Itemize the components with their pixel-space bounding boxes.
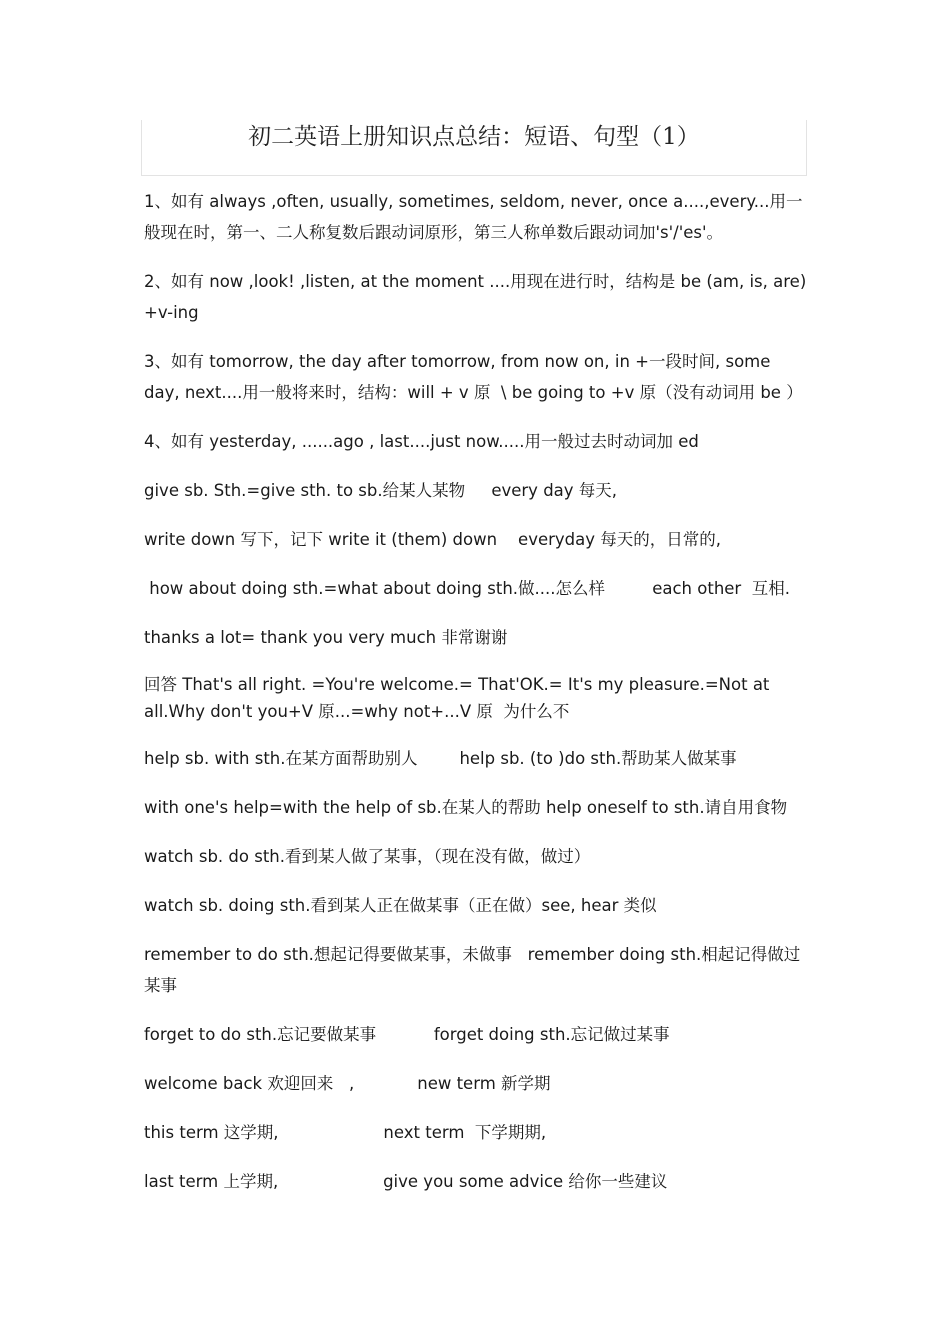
paragraph-10: help sb. with sth.在某方面帮助别人 help sb. (to )do sth.帮助某人做某事 <box>144 749 737 768</box>
paragraph-15: forget to do sth.忘记要做某事 forget doing sth.忘记做过某事 <box>144 1025 670 1044</box>
paragraph-1: 1、如有 always ,often, usually, sometimes, seldom, never, once a....,every...用一般现在时，第一、二人称复数后跟动词原形，第三人称单数后跟动词加's'/'es'。 <box>144 192 803 242</box>
page-title: 初二英语上册知识点总结：短语、句型（1） <box>248 124 700 150</box>
document-body <box>144 186 810 1215</box>
paragraph-5: give sb. Sth.=give sth. to sb.给某人某物 every day 每天, <box>144 481 618 500</box>
paragraph-2: 2、如有 now ,look! ,listen, at the moment ....用现在进行时，结构是 be (am, is, are) +v-ing <box>144 272 812 322</box>
paragraph-6: write down 写下，记下 write it (them) down everyday 每天的，日常的, <box>144 530 721 549</box>
paragraph-16: welcome back 欢迎回来 , new term 新学期 <box>144 1074 551 1093</box>
paragraph-3: 3、如有 tomorrow, the day after tomorrow, from now on, in +一段时间, some day, next....用一般将来时，结构：will + v 原 \ be going to +v 原（没有动词用 be ） <box>144 352 803 402</box>
paragraph-8: thanks a lot= thank you very much 非常谢谢 <box>144 628 508 647</box>
title-box <box>141 120 807 176</box>
paragraph-9: 回答 That's all right. =You're welcome.= That'OK.= It's my pleasure.=Not at all.Why don't you+V 原...=why not+...V 原 为什么不 <box>144 675 775 721</box>
paragraph-18: last term 上学期, give you some advice 给你一些建议 <box>144 1172 668 1191</box>
paragraph-11: with one's help=with the help of sb.在某人的帮助 help oneself to sth.请自用食物 <box>144 798 788 817</box>
paragraph-17: this term 这学期, next term 下学期期, <box>144 1123 547 1142</box>
paragraph-14: remember to do sth.想起记得要做某事，未做事 remember doing sth.相起记得做过某事 <box>144 945 801 995</box>
paragraph-12: watch sb. do sth.看到某人做了某事，（现在没有做，做过） <box>144 847 591 866</box>
paragraph-7: how about doing sth.=what about doing sth.做....怎么样 each other 互相. <box>144 579 790 598</box>
paragraph-13: watch sb. doing sth.看到某人正在做某事（正在做）see, hear 类似 <box>144 896 657 915</box>
paragraph-4: 4、如有 yesterday, ......ago , last....just now.....用一般过去时动词加 ed <box>144 432 699 451</box>
